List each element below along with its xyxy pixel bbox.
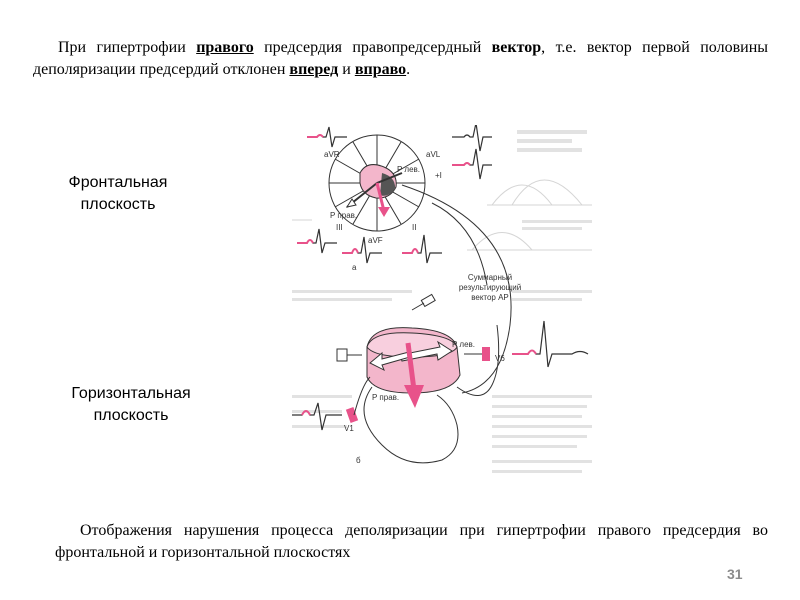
- emphasis-right: правого: [196, 39, 254, 56]
- svg-text:P лев.: P лев.: [397, 165, 421, 174]
- svg-text:вектор АР: вектор АР: [471, 293, 509, 302]
- emphasis-vector: вектор: [491, 39, 542, 56]
- faded-background-text: [292, 130, 592, 473]
- vector-diagram: [292, 125, 597, 490]
- svg-text:aVR: aVR: [324, 150, 340, 159]
- svg-text:Суммарный: Суммарный: [467, 273, 513, 282]
- svg-text:V1: V1: [344, 424, 354, 433]
- frontal-plane-label: Фронтальная плоскость: [68, 174, 168, 213]
- page-number: 31: [727, 566, 743, 582]
- svg-text:+I: +I: [435, 171, 442, 180]
- figure-caption: Отображения нарушения процесса деполяризации при гипертрофии правого предсердия во фронтальной и горизонтальной плоскостях: [55, 522, 768, 561]
- frontal-ecg-traces: [297, 125, 492, 263]
- svg-text:результирующий: результирующий: [458, 283, 522, 292]
- svg-text:P лев.: P лев.: [452, 340, 476, 349]
- ecg-vector-figure: [292, 125, 597, 490]
- emphasis-forward: вперед: [289, 61, 339, 78]
- horizontal-plane-label: Горизонтальная плоскость: [71, 385, 191, 424]
- svg-text:б: б: [356, 456, 361, 465]
- svg-text:aVF: aVF: [368, 236, 383, 245]
- intro-paragraph: При гипертрофии правого предсердия правопредсердный вектор, т.е. вектор первой половины деполяризации предсердий отклонен вперед и вправо.: [33, 39, 769, 78]
- summary-vector-label: [459, 273, 521, 302]
- svg-text:V6: V6: [495, 354, 505, 363]
- svg-text:III: III: [336, 223, 343, 232]
- svg-text:II: II: [412, 223, 417, 232]
- svg-text:P прав.: P прав.: [372, 393, 400, 402]
- svg-text:aVL: aVL: [426, 150, 441, 159]
- svg-text:P прав.: P прав.: [330, 211, 358, 220]
- emphasis-rightward: вправо: [354, 61, 407, 78]
- svg-text:а: а: [352, 263, 357, 272]
